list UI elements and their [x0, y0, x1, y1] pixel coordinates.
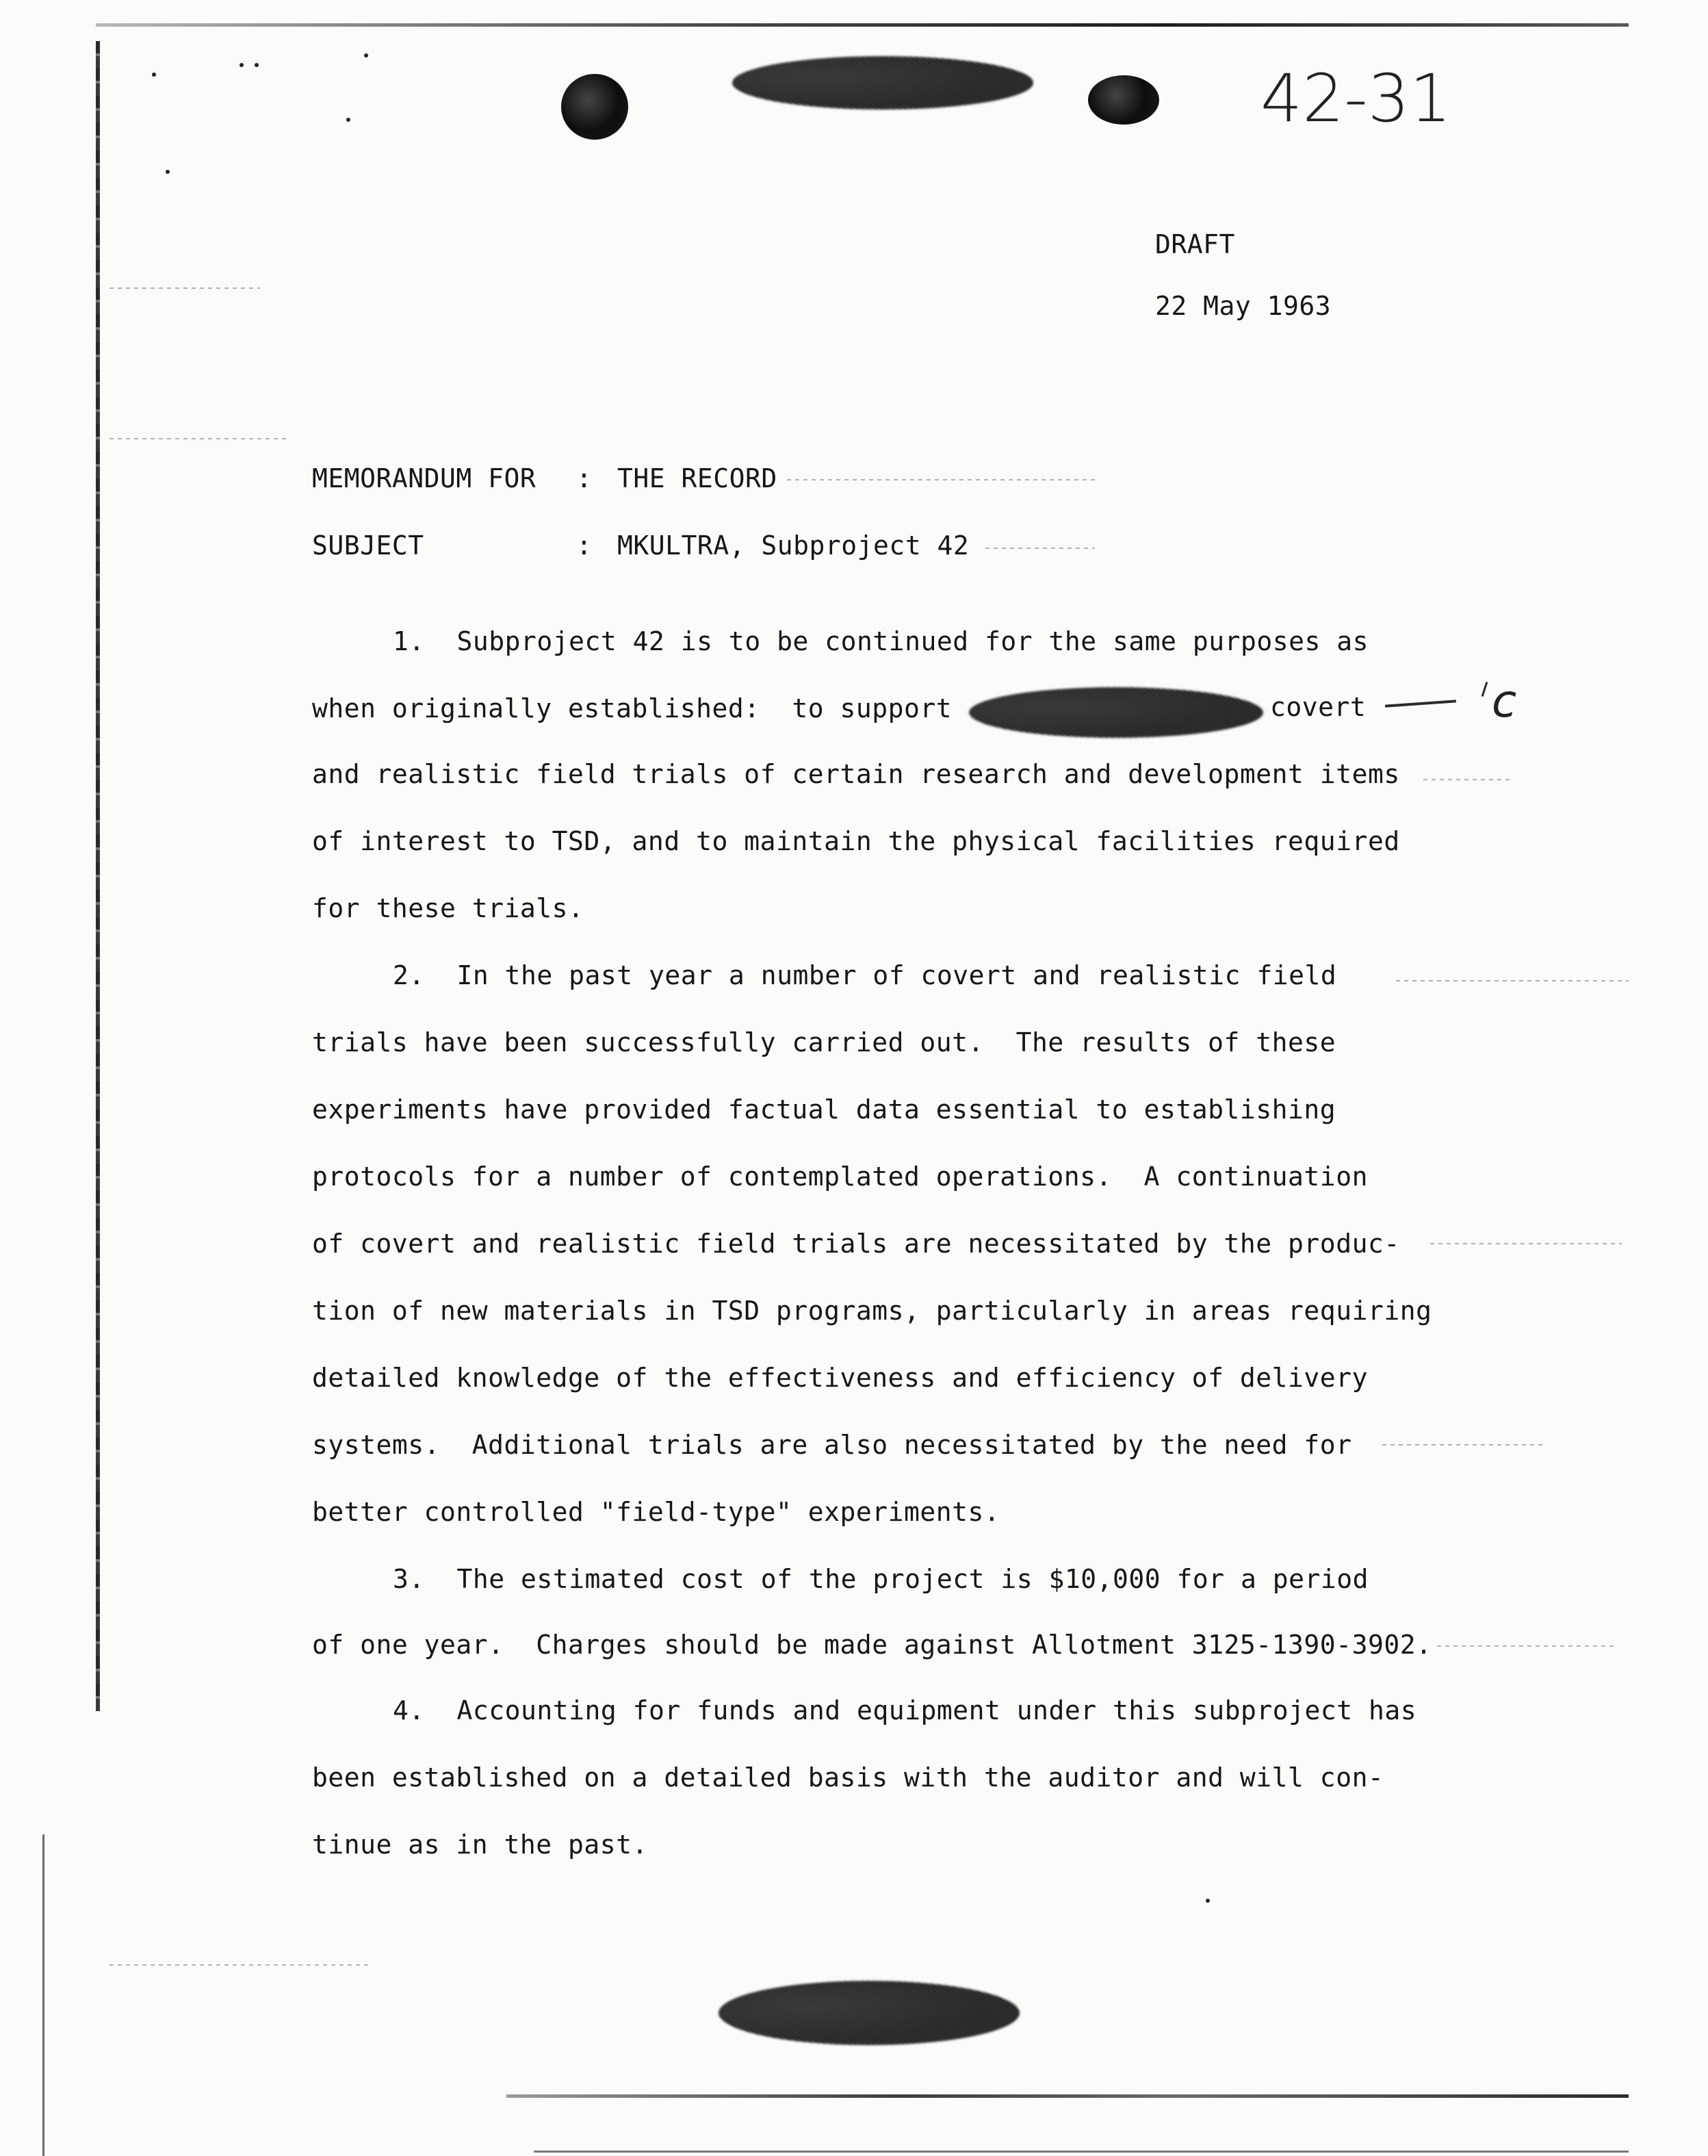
punched-hole-left	[561, 74, 628, 140]
margin-dash	[1385, 700, 1456, 707]
body-line: protocols for a number of contemplated operations. A continuation	[312, 1162, 1368, 1192]
scan-dotted-line	[1437, 1645, 1615, 1647]
body-line: been established on a detailed basis with the auditor and will con-	[312, 1762, 1384, 1793]
body-line: 2. In the past year a number of covert and realistic field	[393, 960, 1337, 990]
body-line: of interest to TSD, and to maintain the physical facilities required	[312, 826, 1400, 856]
scan-speck	[240, 63, 244, 67]
scan-dotted-line	[109, 438, 287, 439]
body-line: detailed knowledge of the effectiveness and efficiency of delivery	[312, 1363, 1368, 1393]
margin-annotation: c	[1492, 675, 1517, 728]
memorandum-label: MEMORANDUM FOR	[312, 463, 536, 493]
scan-edge-bottom	[506, 2094, 1629, 2098]
scan-speck	[255, 63, 259, 67]
scan-speck	[152, 73, 156, 77]
body-line: and realistic field trials of certain research and development items	[312, 759, 1400, 789]
scan-dotted-line	[1382, 1444, 1547, 1446]
body-line: experiments have provided factual data essential to establishing	[312, 1094, 1336, 1125]
body-line: 4. Accounting for funds and equipment under this subproject has	[393, 1695, 1417, 1725]
scan-dotted-line	[1396, 980, 1629, 981]
body-line: systems. Additional trials are also necessitated by the need for	[312, 1430, 1352, 1460]
body-line: tinue as in the past.	[312, 1830, 648, 1860]
scan-dotted-line	[109, 1964, 370, 1966]
margin-tick	[1481, 682, 1488, 697]
scan-dotted-line	[787, 479, 1095, 480]
scan-dotted-line	[109, 287, 260, 289]
memorandum-value: THE RECORD	[617, 463, 777, 493]
body-line: for these trials.	[312, 893, 584, 923]
scan-dotted-line	[985, 548, 1095, 549]
body-line: of one year. Charges should be made against Allotment 3125-1390-3902.	[312, 1630, 1432, 1660]
redaction-bottom	[719, 1981, 1020, 2045]
scan-edge-bottom-lower	[534, 2151, 1629, 2153]
scan-edge-left-lower	[42, 1834, 44, 2156]
redaction-top	[732, 56, 1033, 110]
body-line: covert	[1270, 692, 1367, 722]
body-line: tion of new materials in TSD programs, particularly in areas requiring	[312, 1296, 1432, 1326]
redaction-body	[969, 687, 1263, 738]
file-number: 42-31	[1260, 60, 1451, 137]
subject-label: SUBJECT	[312, 530, 424, 561]
draft-status: DRAFT	[1155, 229, 1235, 259]
body-line: when originally established: to support	[312, 693, 953, 723]
body-line: of covert and realistic field trials are necessitated by the produc-	[312, 1229, 1400, 1259]
scan-dotted-line	[1430, 1243, 1622, 1244]
scan-speck	[1206, 1899, 1210, 1903]
scan-speck	[364, 53, 368, 57]
subject-separator: :	[576, 530, 593, 561]
subject-value: MKULTRA, Subproject 42	[617, 530, 970, 561]
scan-edge-top	[96, 23, 1629, 27]
body-line: 1. Subproject 42 is to be continued for the same purposes as	[393, 626, 1369, 656]
scan-speck	[166, 170, 170, 174]
punched-hole-right	[1088, 75, 1159, 125]
scan-speck	[346, 118, 350, 122]
body-line: better controlled "field-type" experiments.	[312, 1497, 1000, 1527]
memorandum-separator: :	[576, 463, 593, 493]
scan-edge-left	[96, 41, 100, 1711]
document-date: 22 May 1963	[1155, 291, 1332, 321]
body-line: trials have been successfully carried out. The results of these	[312, 1027, 1336, 1057]
body-line: 3. The estimated cost of the project is $10,000 for a period	[393, 1564, 1369, 1594]
scan-dotted-line	[1423, 779, 1512, 780]
